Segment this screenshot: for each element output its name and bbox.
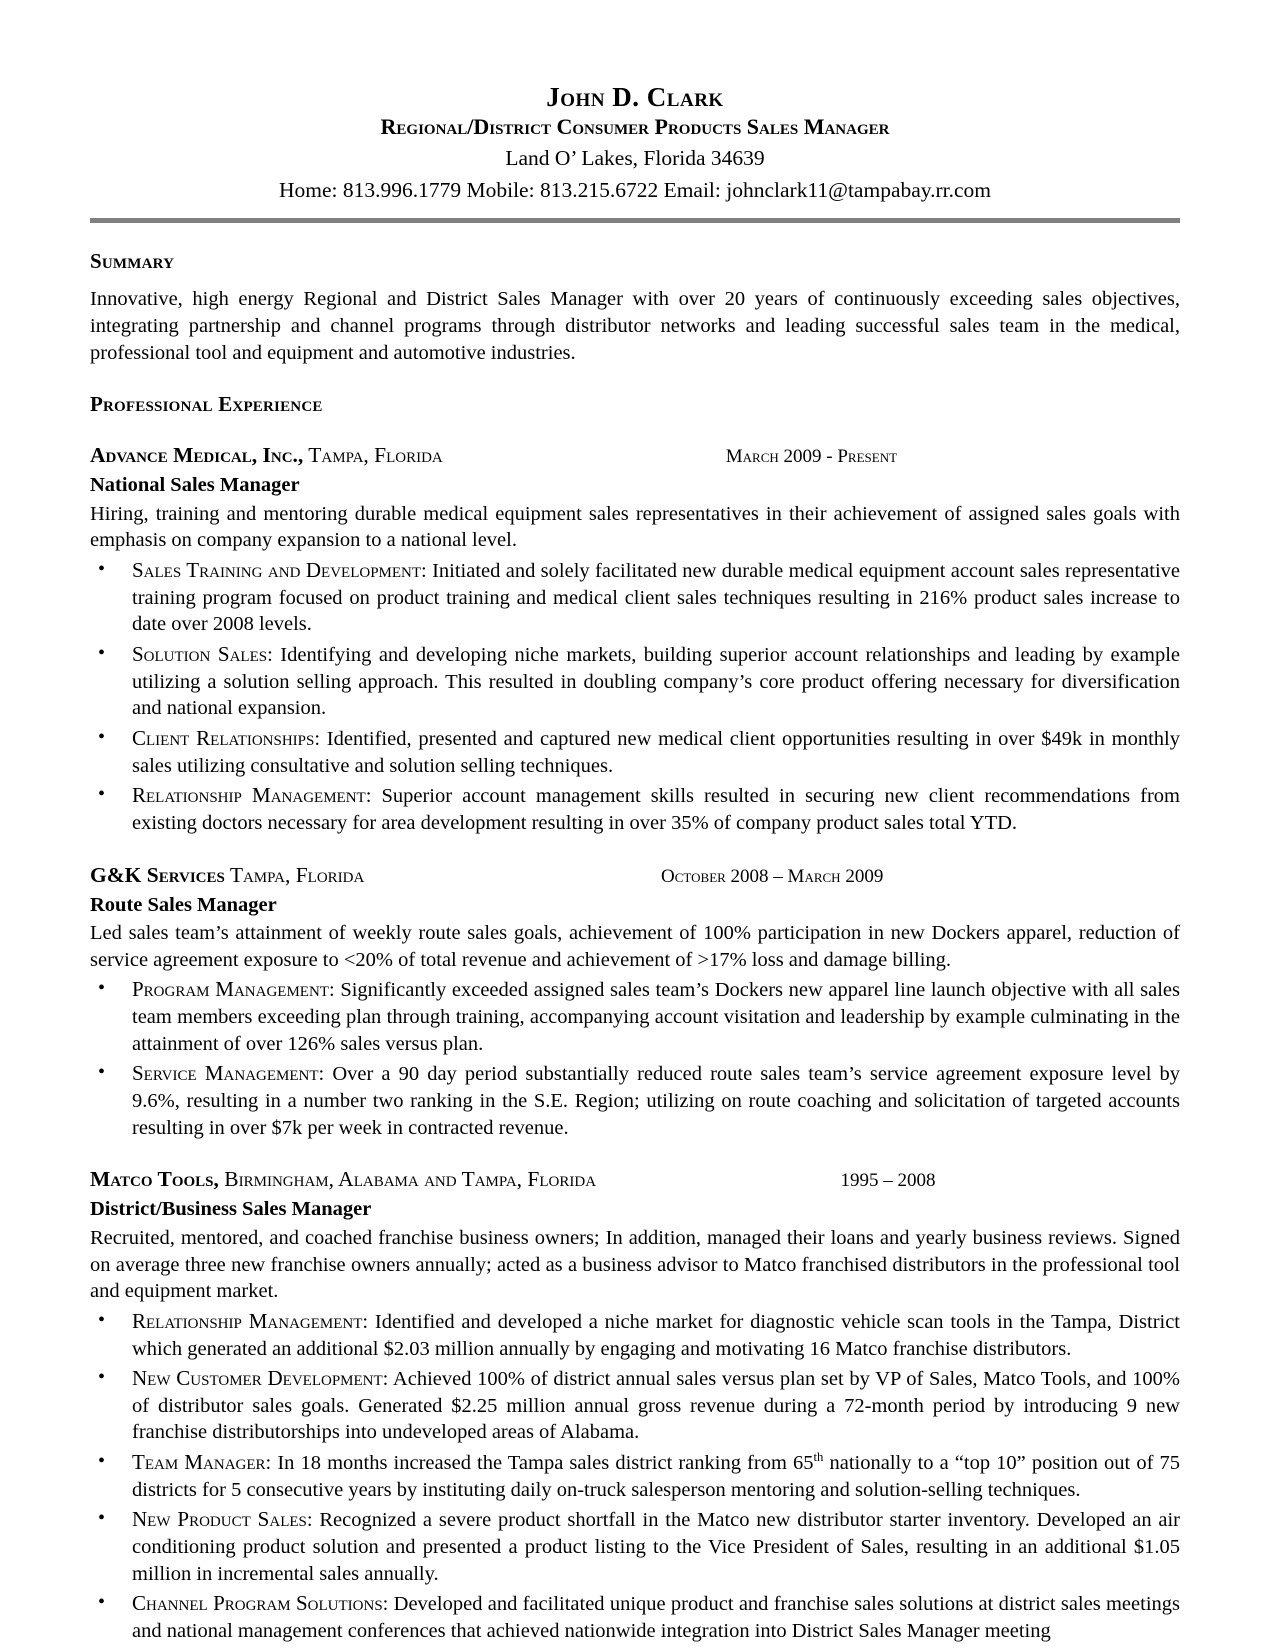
job-title: District/Business Sales Manager [90, 1198, 372, 1221]
job-dates: 1995 – 2008 [840, 1170, 936, 1192]
bullet-lead: Team Manager [132, 1450, 266, 1475]
bullet-text: : Superior account management skills resulted in securing new client recommendations from existing doctors necessary for area development resulting in over 35% of company product sales total YTD. [132, 785, 1180, 834]
job-bullet-list [90, 976, 1180, 1141]
ordinal-suffix: th [813, 1450, 824, 1465]
summary-heading: Summary [90, 249, 175, 274]
bullet-lead: Relationship Management [132, 783, 366, 808]
experience-heading: Professional Experience [90, 392, 323, 417]
job-company-name: G&K Services [90, 862, 225, 887]
bullet-lead: Solution Sales [132, 642, 268, 667]
job-entry [90, 863, 1180, 1142]
header-divider [90, 218, 1180, 223]
bullet-lead: New Customer Development [132, 1366, 383, 1391]
bullet-text: : Initiated and solely facilitated new durable medical equipment account sales representative training program focused on product training and medical client sales techniques resulting in 216% product sales increase to date over 2008 levels. [132, 560, 1180, 636]
resume-header [90, 82, 1180, 223]
bullet-lead: Service Management [132, 1061, 319, 1086]
job-entry [90, 443, 1180, 836]
job-title: Route Sales Manager [90, 893, 277, 916]
job-header [90, 1167, 1180, 1192]
list-item [90, 641, 1180, 722]
job-header [90, 443, 1180, 468]
bullet-text-after: nationally to a “top 10” position out of 75 districts for 5 consecutive years by instituting daily on-truck salesperson mentoring and solution-selling techniques. [132, 1452, 1180, 1501]
list-item [90, 1590, 1180, 1644]
job-company-location: Tampa, Florida [303, 443, 443, 468]
bullet-text: : Achieved 100% of district annual sales versus plan set by VP of Sales, Matco Tools, and 100% of distributor sales goals. Generated $2.25 million annual gross revenue during a 72-month period by introducing 9 new franchise distributorships into undeveloped areas of Alabama. [132, 1368, 1180, 1444]
candidate-name: John D. Clark [546, 82, 724, 112]
list-item [90, 782, 1180, 836]
job-title: National Sales Manager [90, 474, 300, 497]
job-dates: October 2008 – March 2009 [661, 865, 884, 887]
bullet-text: : Significantly exceeded assigned sales team’s Dockers new apparel line launch objective with all sales team members exceeding plan through training, accompanying account visitation and leadership by example culminating in the attainment of over 126% sales versus plan. [132, 979, 1180, 1055]
job-company-name: Advance Medical, Inc., [90, 443, 304, 468]
candidate-contact: Home: 813.996.1779 Mobile: 813.215.6722 Email: johnclark11@tampabay.rr.com [278, 177, 992, 202]
resume-content [90, 82, 1180, 1645]
list-item [90, 1365, 1180, 1446]
job-bullet-list [90, 557, 1180, 836]
candidate-title: Regional/District Consumer Products Sales Manager [380, 114, 890, 140]
job-company-location: Birmingham, Alabama and Tampa, Florida [218, 1167, 597, 1192]
summary-text: Innovative, high energy Regional and District Sales Manager with over 20 years of continuously exceeding sales objectives, integrating partnership and channel programs through distributor networks and leading successful sales team in the medical, professional tool and equipment and automotive industries. [90, 288, 1180, 364]
job-company [90, 1167, 596, 1192]
job-intro: Led sales team’s attainment of weekly route sales goals, achievement of 100% participation in new Dockers apparel, reduction of service agreement exposure to <20% of total revenue and achievement of >17% loss and damage billing. [90, 922, 1180, 971]
bullet-lead: Sales Training and Development [132, 558, 422, 583]
bullet-lead: New Product Sales [132, 1507, 307, 1532]
job-entry [90, 1167, 1180, 1644]
summary-section [90, 249, 1180, 366]
bullet-text-before: : In 18 months increased the Tampa sales district ranking from 65 [265, 1452, 814, 1475]
job-bullet-list [90, 1308, 1180, 1645]
bullet-text: : Developed and facilitated unique product and franchise sales solutions at district sales meetings and national management conferences that achieved nationwide integration into District Sales Manager meeting [132, 1593, 1180, 1642]
job-header [90, 863, 1180, 888]
candidate-location: Land O’ Lakes, Florida 34639 [505, 145, 765, 170]
job-company-name: Matco Tools, [90, 1167, 219, 1192]
bullet-text: : Identifying and developing niche markets, building superior account relationships and leading by example utilizing a solution selling approach. This resulted in doubling company’s core product offering necessary for diversification and national expansion. [132, 644, 1180, 720]
bullet-text: : Identified and developed a niche market for diagnostic vehicle scan tools in the Tampa, District which generated an additional $2.03 million annually by engaging and motivating 16 Matco franchise distributors. [132, 1310, 1181, 1360]
list-item [90, 1060, 1180, 1141]
list-item [90, 1308, 1180, 1362]
bullet-lead: Relationship Management [132, 1308, 363, 1333]
list-item [90, 1506, 1180, 1587]
job-company-location: Tampa, Florida [224, 862, 365, 887]
job-company [90, 863, 364, 888]
bullet-lead: Program Management [132, 977, 329, 1002]
list-item [90, 557, 1180, 638]
bullet-text: : Over a 90 day period substantially reduced route sales team’s service agreement exposure level by 9.6%, resulting in a number two ranking in the S.E. Region; utilizing on route coaching and solicitation of targeted accounts resulting in over $7k per week in contracted revenue. [132, 1063, 1180, 1139]
job-company [90, 443, 443, 468]
job-intro: Recruited, mentored, and coached franchise business owners; In addition, managed their loans and yearly business reviews. Signed on average three new franchise owners annually; acted as a business advisor to Matco franchised distributors in the professional tool and equipment market. [90, 1226, 1180, 1303]
bullet-text: : Recognized a severe product shortfall in the Matco new distributor starter inventory. Developed an air conditioning product solution and presented a product listing to the Vice President of Sales, resulting in an additional $1.05 million in incremental sales annually. [132, 1509, 1181, 1585]
list-item [90, 1449, 1180, 1503]
list-item [90, 976, 1180, 1057]
list-item [90, 725, 1180, 779]
bullet-lead: Channel Program Solutions [132, 1591, 383, 1616]
bullet-text: : Identified, presented and captured new medical client opportunities resulting in over $49k in monthly sales utilizing consultative and solution selling techniques. [132, 727, 1180, 777]
experience-section [90, 392, 1180, 1644]
job-dates: March 2009 - Present [725, 446, 898, 468]
bullet-lead: Client Relationships [132, 725, 315, 750]
job-intro: Hiring, training and mentoring durable medical equipment sales representatives in their achievement of assigned sales goals with emphasis on company expansion to a national level. [90, 502, 1180, 552]
